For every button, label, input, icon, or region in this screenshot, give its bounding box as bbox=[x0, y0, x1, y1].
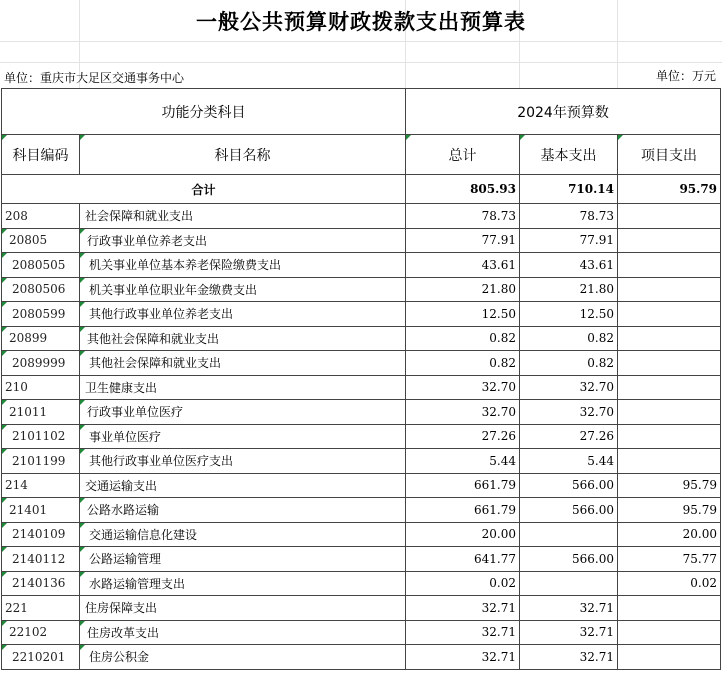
row-total-cell[interactable]: 32.70 bbox=[406, 400, 520, 425]
table-row bbox=[2, 522, 721, 547]
row-project-cell[interactable] bbox=[618, 645, 721, 670]
category-header[interactable]: 功能分类科目 bbox=[2, 89, 406, 135]
row-name-cell[interactable]: 住房改革支出 bbox=[80, 620, 406, 645]
row-code-cell[interactable]: 2101199 bbox=[2, 449, 80, 474]
row-total-cell[interactable]: 32.71 bbox=[406, 645, 520, 670]
row-code-cell[interactable]: 2140109 bbox=[2, 522, 80, 547]
row-project-cell[interactable]: 20.00 bbox=[618, 522, 721, 547]
row-code-cell[interactable]: 2089999 bbox=[2, 351, 80, 376]
row-project-cell[interactable] bbox=[618, 449, 721, 474]
row-total-cell[interactable]: 78.73 bbox=[406, 204, 520, 229]
row-basic-cell[interactable]: 32.71 bbox=[520, 645, 618, 670]
row-name-cell[interactable]: 社会保障和就业支出 bbox=[80, 204, 406, 229]
table-row bbox=[2, 645, 721, 670]
row-code-cell[interactable]: 22102 bbox=[2, 620, 80, 645]
total-row-basic[interactable]: 710.14 bbox=[520, 175, 618, 204]
row-name-cell[interactable]: 交通运输支出 bbox=[80, 473, 406, 498]
currency-unit-label: 单位：万元 bbox=[655, 69, 716, 83]
header-row-2 bbox=[2, 135, 721, 175]
header-row-1 bbox=[2, 89, 721, 135]
total-row-total[interactable]: 805.93 bbox=[406, 175, 520, 204]
table-row bbox=[2, 375, 721, 400]
row-project-cell[interactable]: 0.02 bbox=[618, 571, 721, 596]
project-column-header[interactable]: 项目支出 bbox=[618, 135, 721, 175]
row-basic-cell[interactable]: 566.00 bbox=[520, 498, 618, 523]
row-code-cell[interactable]: 20899 bbox=[2, 326, 80, 351]
row-code-cell[interactable]: 214 bbox=[2, 473, 80, 498]
row-project-cell[interactable] bbox=[618, 400, 721, 425]
row-basic-cell[interactable]: 77.91 bbox=[520, 228, 618, 253]
row-code-cell[interactable]: 2080599 bbox=[2, 302, 80, 327]
row-name-cell[interactable]: 其他行政事业单位医疗支出 bbox=[80, 449, 406, 474]
row-code-cell[interactable]: 210 bbox=[2, 375, 80, 400]
row-total-cell[interactable]: 0.02 bbox=[406, 571, 520, 596]
row-name-cell[interactable]: 机关事业单位基本养老保险缴费支出 bbox=[80, 253, 406, 278]
row-project-cell[interactable]: 95.79 bbox=[618, 473, 721, 498]
total-row-project[interactable]: 95.79 bbox=[618, 175, 721, 204]
table-row bbox=[2, 620, 721, 645]
row-total-cell[interactable]: 32.70 bbox=[406, 375, 520, 400]
row-project-cell[interactable] bbox=[618, 424, 721, 449]
row-name-cell[interactable]: 住房公积金 bbox=[80, 645, 406, 670]
table-row bbox=[2, 571, 721, 596]
row-code-cell[interactable]: 221 bbox=[2, 596, 80, 621]
row-project-cell[interactable]: 95.79 bbox=[618, 498, 721, 523]
row-code-cell[interactable]: 208 bbox=[2, 204, 80, 229]
sheet-gridline bbox=[0, 41, 722, 42]
table-row bbox=[2, 277, 721, 302]
table-row bbox=[2, 326, 721, 351]
row-basic-cell[interactable]: 566.00 bbox=[520, 547, 618, 572]
row-project-cell[interactable]: 75.77 bbox=[618, 547, 721, 572]
row-total-cell[interactable]: 0.82 bbox=[406, 326, 520, 351]
row-project-cell[interactable] bbox=[618, 277, 721, 302]
table-row bbox=[2, 228, 721, 253]
row-total-cell[interactable]: 21.80 bbox=[406, 277, 520, 302]
row-code-cell[interactable]: 2101102 bbox=[2, 424, 80, 449]
row-total-cell[interactable]: 0.82 bbox=[406, 351, 520, 376]
row-code-cell[interactable]: 21011 bbox=[2, 400, 80, 425]
row-name-cell[interactable]: 交通运输信息化建设 bbox=[80, 522, 406, 547]
page-title: 一般公共预算财政拨款支出预算表 bbox=[196, 9, 526, 34]
table-row bbox=[2, 473, 721, 498]
table-row bbox=[2, 253, 721, 278]
row-basic-cell[interactable]: 0.82 bbox=[520, 351, 618, 376]
row-basic-cell[interactable]: 43.61 bbox=[520, 253, 618, 278]
table-row bbox=[2, 498, 721, 523]
row-total-cell[interactable]: 661.79 bbox=[406, 473, 520, 498]
budget-table bbox=[1, 88, 721, 670]
row-total-cell[interactable]: 43.61 bbox=[406, 253, 520, 278]
row-total-cell[interactable]: 641.77 bbox=[406, 547, 520, 572]
row-name-cell[interactable]: 公路运输管理 bbox=[80, 547, 406, 572]
row-code-cell[interactable]: 2080505 bbox=[2, 253, 80, 278]
row-total-cell[interactable]: 32.71 bbox=[406, 620, 520, 645]
row-code-cell[interactable]: 21401 bbox=[2, 498, 80, 523]
row-name-cell[interactable]: 公路水路运输 bbox=[80, 498, 406, 523]
row-basic-cell[interactable]: 32.70 bbox=[520, 400, 618, 425]
row-project-cell[interactable] bbox=[618, 375, 721, 400]
row-total-cell[interactable]: 27.26 bbox=[406, 424, 520, 449]
budget-year-header[interactable]: 2024年预算数 bbox=[406, 89, 721, 135]
row-project-cell[interactable] bbox=[618, 253, 721, 278]
row-total-cell[interactable]: 20.00 bbox=[406, 522, 520, 547]
row-name-cell[interactable]: 行政事业单位医疗 bbox=[80, 400, 406, 425]
row-basic-cell[interactable]: 32.70 bbox=[520, 375, 618, 400]
basic-column-header[interactable]: 基本支出 bbox=[520, 135, 618, 175]
row-basic-cell[interactable]: 566.00 bbox=[520, 473, 618, 498]
row-code-cell[interactable]: 2080506 bbox=[2, 277, 80, 302]
table-row bbox=[2, 351, 721, 376]
row-basic-cell[interactable]: 32.71 bbox=[520, 596, 618, 621]
row-basic-cell[interactable]: 21.80 bbox=[520, 277, 618, 302]
row-code-cell[interactable]: 2140112 bbox=[2, 547, 80, 572]
row-basic-cell[interactable] bbox=[520, 522, 618, 547]
row-code-cell[interactable]: 2140136 bbox=[2, 571, 80, 596]
row-total-cell[interactable]: 77.91 bbox=[406, 228, 520, 253]
row-basic-cell[interactable]: 27.26 bbox=[520, 424, 618, 449]
row-basic-cell[interactable]: 78.73 bbox=[520, 204, 618, 229]
table-row bbox=[2, 204, 721, 229]
name-column-header[interactable]: 科目名称 bbox=[80, 135, 406, 175]
row-total-cell[interactable]: 661.79 bbox=[406, 498, 520, 523]
row-project-cell[interactable] bbox=[618, 326, 721, 351]
table-row bbox=[2, 400, 721, 425]
code-column-header[interactable]: 科目编码 bbox=[2, 135, 80, 175]
row-project-cell[interactable] bbox=[618, 302, 721, 327]
table-row bbox=[2, 596, 721, 621]
row-basic-cell[interactable]: 0.82 bbox=[520, 326, 618, 351]
total-row-label[interactable]: 合计 bbox=[2, 175, 406, 204]
table-row bbox=[2, 449, 721, 474]
row-name-cell[interactable]: 其他社会保障和就业支出 bbox=[80, 351, 406, 376]
row-name-cell[interactable]: 其他行政事业单位养老支出 bbox=[80, 302, 406, 327]
row-total-cell[interactable]: 32.71 bbox=[406, 596, 520, 621]
row-name-cell[interactable]: 卫生健康支出 bbox=[80, 375, 406, 400]
row-project-cell[interactable] bbox=[618, 351, 721, 376]
row-name-cell[interactable]: 行政事业单位养老支出 bbox=[80, 228, 406, 253]
row-basic-cell[interactable]: 32.71 bbox=[520, 620, 618, 645]
row-basic-cell[interactable] bbox=[520, 571, 618, 596]
unit-label: 单位：重庆市大足区交通事务中心 bbox=[4, 71, 185, 85]
row-project-cell[interactable] bbox=[618, 620, 721, 645]
table-row bbox=[2, 424, 721, 449]
row-name-cell[interactable]: 事业单位医疗 bbox=[80, 424, 406, 449]
row-project-cell[interactable] bbox=[618, 204, 721, 229]
table-row bbox=[2, 547, 721, 572]
row-code-cell[interactable]: 2210201 bbox=[2, 645, 80, 670]
table-row bbox=[2, 302, 721, 327]
row-total-cell[interactable]: 5.44 bbox=[406, 449, 520, 474]
row-name-cell[interactable]: 其他社会保障和就业支出 bbox=[80, 326, 406, 351]
budget-table-body bbox=[2, 89, 721, 670]
row-project-cell[interactable] bbox=[618, 228, 721, 253]
row-name-cell[interactable]: 住房保障支出 bbox=[80, 596, 406, 621]
total-column-header[interactable]: 总计 bbox=[406, 135, 520, 175]
row-basic-cell[interactable]: 5.44 bbox=[520, 449, 618, 474]
row-basic-cell[interactable]: 12.50 bbox=[520, 302, 618, 327]
row-project-cell[interactable] bbox=[618, 596, 721, 621]
row-name-cell[interactable]: 水路运输管理支出 bbox=[80, 571, 406, 596]
total-row bbox=[2, 175, 721, 204]
sheet-gridline bbox=[0, 62, 722, 63]
row-code-cell[interactable]: 20805 bbox=[2, 228, 80, 253]
row-name-cell[interactable]: 机关事业单位职业年金缴费支出 bbox=[80, 277, 406, 302]
row-total-cell[interactable]: 12.50 bbox=[406, 302, 520, 327]
